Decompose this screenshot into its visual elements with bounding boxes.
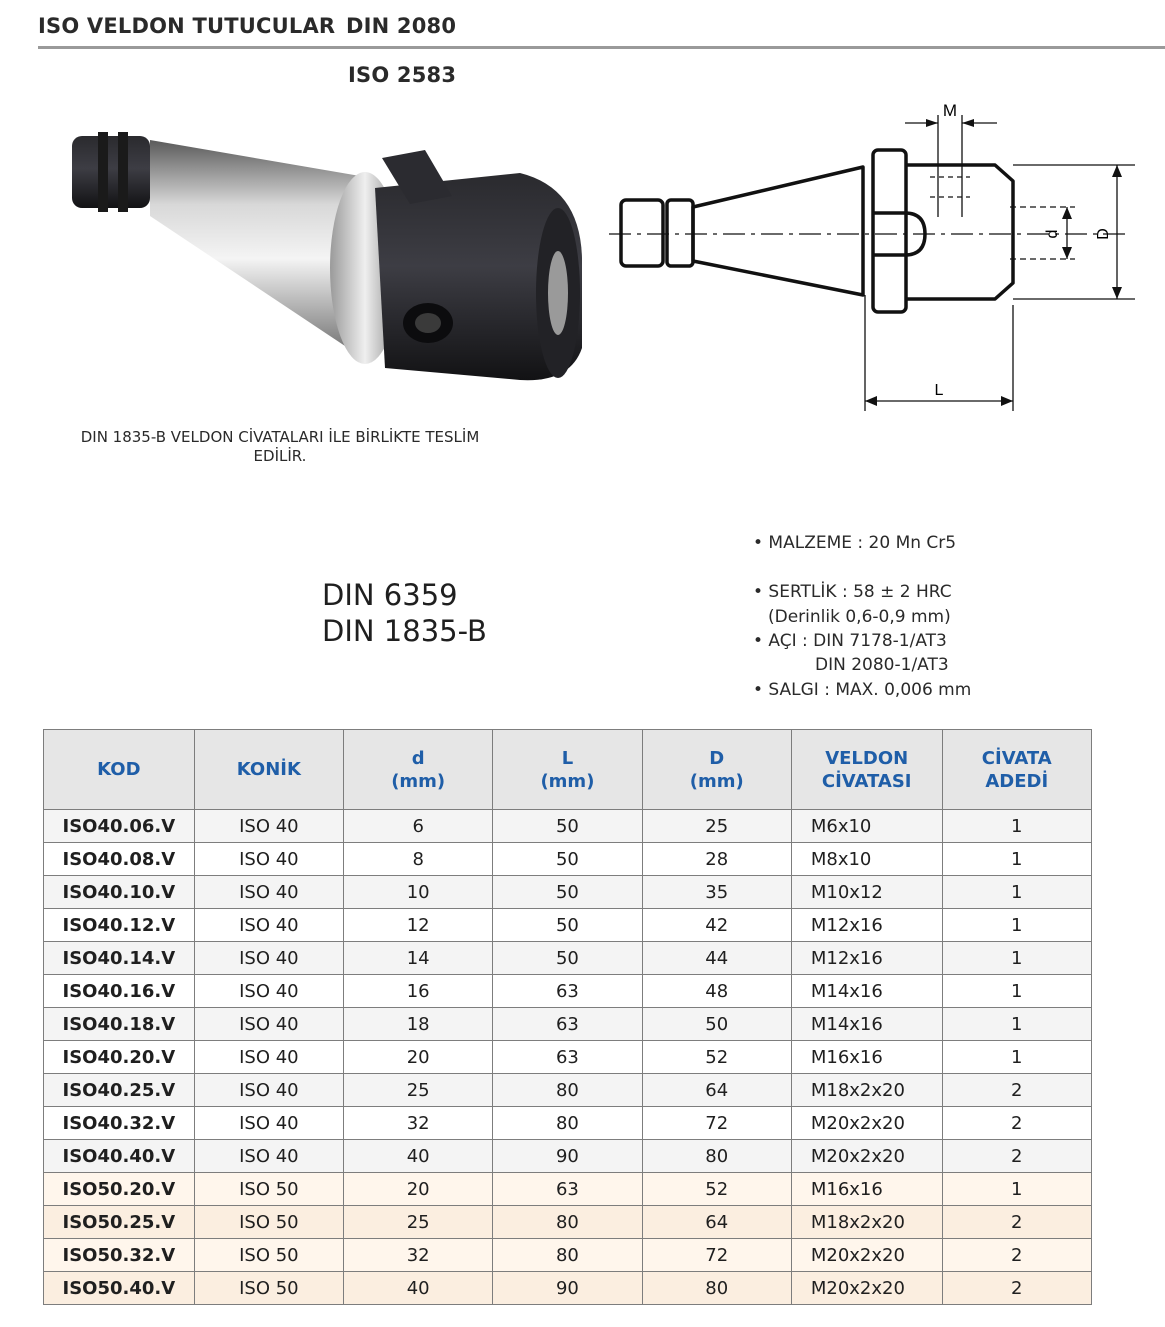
header-kod: KOD	[44, 730, 195, 810]
cell-civata-adedi: 2	[942, 1074, 1091, 1107]
table-row	[44, 810, 1092, 843]
cell-konik: ISO 40	[194, 810, 343, 843]
cell-konik: ISO 40	[194, 876, 343, 909]
cell-d-outer: 48	[642, 975, 791, 1008]
cell-civata-adedi: 1	[942, 1173, 1091, 1206]
table-row	[44, 1140, 1092, 1173]
spec-aci-2: DIN 2080-1/AT3	[815, 655, 949, 675]
table-row	[44, 1107, 1092, 1140]
delivery-note: DIN 1835-B VELDON CİVATALARI İLE BİRLİKTE TESLİM EDİLİR.	[80, 428, 480, 465]
cell-d: 16	[344, 975, 493, 1008]
cell-d: 6	[344, 810, 493, 843]
cell-d: 25	[344, 1206, 493, 1239]
cell-l: 90	[493, 1272, 642, 1305]
cell-d-outer: 35	[642, 876, 791, 909]
cell-d: 32	[344, 1107, 493, 1140]
cell-kod: ISO50.32.V	[44, 1239, 195, 1272]
label-l: L	[934, 382, 944, 399]
cell-kod: ISO50.40.V	[44, 1272, 195, 1305]
cell-veldon-civatasi: M18x2x20	[791, 1206, 942, 1239]
label-m: M	[942, 101, 958, 120]
cell-veldon-civatasi: M6x10	[791, 810, 942, 843]
cell-veldon-civatasi: M14x16	[791, 975, 942, 1008]
cell-kod: ISO40.14.V	[44, 942, 195, 975]
cell-veldon-civatasi: M10x12	[791, 876, 942, 909]
cell-kod: ISO40.20.V	[44, 1041, 195, 1074]
cell-l: 63	[493, 1008, 642, 1041]
cell-konik: ISO 40	[194, 843, 343, 876]
cell-konik: ISO 50	[194, 1272, 343, 1305]
cell-konik: ISO 40	[194, 909, 343, 942]
header-konik: KONİK	[194, 730, 343, 810]
header-civata-adedi: CİVATA ADEDİ	[942, 730, 1091, 810]
cell-veldon-civatasi: M16x16	[791, 1041, 942, 1074]
cell-kod: ISO50.25.V	[44, 1206, 195, 1239]
cell-d: 25	[344, 1074, 493, 1107]
cell-d: 20	[344, 1041, 493, 1074]
table-row	[44, 909, 1092, 942]
label-d-large: D	[1095, 228, 1112, 240]
cell-d: 20	[344, 1173, 493, 1206]
spec-sertlik: • SERTLİK : 58 ± 2 HRC	[753, 582, 952, 602]
cell-konik: ISO 40	[194, 1140, 343, 1173]
cell-d: 18	[344, 1008, 493, 1041]
spec-derinlik: (Derinlik 0,6-0,9 mm)	[768, 607, 951, 627]
cell-kod: ISO40.16.V	[44, 975, 195, 1008]
spec-salgi: • SALGI : MAX. 0,006 mm	[753, 680, 972, 700]
table-row	[44, 942, 1092, 975]
cell-veldon-civatasi: M18x2x20	[791, 1074, 942, 1107]
standard-iso-2583: ISO 2583	[348, 63, 457, 87]
cell-kod: ISO40.18.V	[44, 1008, 195, 1041]
cell-civata-adedi: 1	[942, 810, 1091, 843]
table-row	[44, 1173, 1092, 1206]
cell-kod: ISO40.32.V	[44, 1107, 195, 1140]
header-d-outer: D (mm)	[642, 730, 791, 810]
cell-civata-adedi: 1	[942, 1041, 1091, 1074]
standard-din-2080: DIN 2080	[346, 14, 457, 38]
table-row	[44, 1074, 1092, 1107]
cell-kod: ISO40.12.V	[44, 909, 195, 942]
header-divider	[38, 46, 1165, 49]
cell-veldon-civatasi: M14x16	[791, 1008, 942, 1041]
cell-l: 90	[493, 1140, 642, 1173]
cell-l: 63	[493, 1173, 642, 1206]
cell-l: 50	[493, 909, 642, 942]
cell-l: 50	[493, 942, 642, 975]
cell-konik: ISO 40	[194, 1008, 343, 1041]
cell-kod: ISO40.08.V	[44, 843, 195, 876]
tool-holder-photo	[60, 118, 590, 398]
cell-konik: ISO 40	[194, 1074, 343, 1107]
cell-veldon-civatasi: M12x16	[791, 909, 942, 942]
table-row	[44, 1239, 1092, 1272]
cell-civata-adedi: 2	[942, 1206, 1091, 1239]
cell-civata-adedi: 2	[942, 1272, 1091, 1305]
cell-civata-adedi: 1	[942, 975, 1091, 1008]
cell-konik: ISO 40	[194, 1107, 343, 1140]
header-d: d (mm)	[344, 730, 493, 810]
cell-konik: ISO 40	[194, 975, 343, 1008]
cell-l: 50	[493, 810, 642, 843]
cell-civata-adedi: 1	[942, 876, 1091, 909]
cell-l: 50	[493, 876, 642, 909]
cell-d-outer: 64	[642, 1206, 791, 1239]
cell-veldon-civatasi: M20x2x20	[791, 1272, 942, 1305]
cell-d-outer: 52	[642, 1041, 791, 1074]
cell-veldon-civatasi: M16x16	[791, 1173, 942, 1206]
label-d-small: d	[1044, 229, 1061, 239]
cell-civata-adedi: 1	[942, 942, 1091, 975]
cell-l: 63	[493, 1041, 642, 1074]
cell-veldon-civatasi: M12x16	[791, 942, 942, 975]
cell-civata-adedi: 2	[942, 1107, 1091, 1140]
cell-d: 10	[344, 876, 493, 909]
cell-kod: ISO40.10.V	[44, 876, 195, 909]
cell-l: 80	[493, 1107, 642, 1140]
table-row	[44, 1206, 1092, 1239]
cell-d-outer: 72	[642, 1239, 791, 1272]
cell-d-outer: 80	[642, 1140, 791, 1173]
cell-veldon-civatasi: M20x2x20	[791, 1239, 942, 1272]
table-row	[44, 1272, 1092, 1305]
technical-drawing	[605, 95, 1135, 425]
cell-veldon-civatasi: M20x2x20	[791, 1107, 942, 1140]
page-title: ISO VELDON TUTUCULAR	[38, 14, 336, 38]
cell-d-outer: 25	[642, 810, 791, 843]
cell-civata-adedi: 2	[942, 1239, 1091, 1272]
product-table	[43, 729, 1092, 1305]
cell-kod: ISO50.20.V	[44, 1173, 195, 1206]
table-row	[44, 975, 1092, 1008]
cell-konik: ISO 40	[194, 1041, 343, 1074]
table-row	[44, 876, 1092, 909]
cell-d-outer: 72	[642, 1107, 791, 1140]
table-header-row	[44, 730, 1092, 810]
cell-d-outer: 80	[642, 1272, 791, 1305]
header-veldon-civatasi: VELDON CİVATASI	[791, 730, 942, 810]
cell-d-outer: 28	[642, 843, 791, 876]
cell-l: 80	[493, 1074, 642, 1107]
cell-d-outer: 42	[642, 909, 791, 942]
spec-malzeme: • MALZEME : 20 Mn Cr5	[753, 533, 957, 553]
cell-civata-adedi: 1	[942, 843, 1091, 876]
cell-civata-adedi: 2	[942, 1140, 1091, 1173]
cell-d: 8	[344, 843, 493, 876]
cell-l: 50	[493, 843, 642, 876]
cell-d: 12	[344, 909, 493, 942]
cell-l: 80	[493, 1239, 642, 1272]
cell-kod: ISO40.40.V	[44, 1140, 195, 1173]
cell-civata-adedi: 1	[942, 1008, 1091, 1041]
cell-d: 40	[344, 1140, 493, 1173]
table-row	[44, 843, 1092, 876]
cell-d: 40	[344, 1272, 493, 1305]
table-row	[44, 1041, 1092, 1074]
cell-konik: ISO 50	[194, 1206, 343, 1239]
cell-kod: ISO40.06.V	[44, 810, 195, 843]
din-1835-b: DIN 1835-B	[322, 614, 487, 648]
cell-veldon-civatasi: M8x10	[791, 843, 942, 876]
cell-d-outer: 44	[642, 942, 791, 975]
cell-konik: ISO 50	[194, 1173, 343, 1206]
header-l: L (mm)	[493, 730, 642, 810]
cell-veldon-civatasi: M20x2x20	[791, 1140, 942, 1173]
table-row	[44, 1008, 1092, 1041]
spec-aci: • AÇI : DIN 7178-1/AT3	[753, 631, 947, 651]
cell-d-outer: 52	[642, 1173, 791, 1206]
cell-d-outer: 64	[642, 1074, 791, 1107]
cell-kod: ISO40.25.V	[44, 1074, 195, 1107]
din-6359: DIN 6359	[322, 578, 458, 612]
cell-l: 63	[493, 975, 642, 1008]
cell-d: 32	[344, 1239, 493, 1272]
cell-konik: ISO 40	[194, 942, 343, 975]
cell-d-outer: 50	[642, 1008, 791, 1041]
cell-konik: ISO 50	[194, 1239, 343, 1272]
cell-civata-adedi: 1	[942, 909, 1091, 942]
cell-l: 80	[493, 1206, 642, 1239]
cell-d: 14	[344, 942, 493, 975]
